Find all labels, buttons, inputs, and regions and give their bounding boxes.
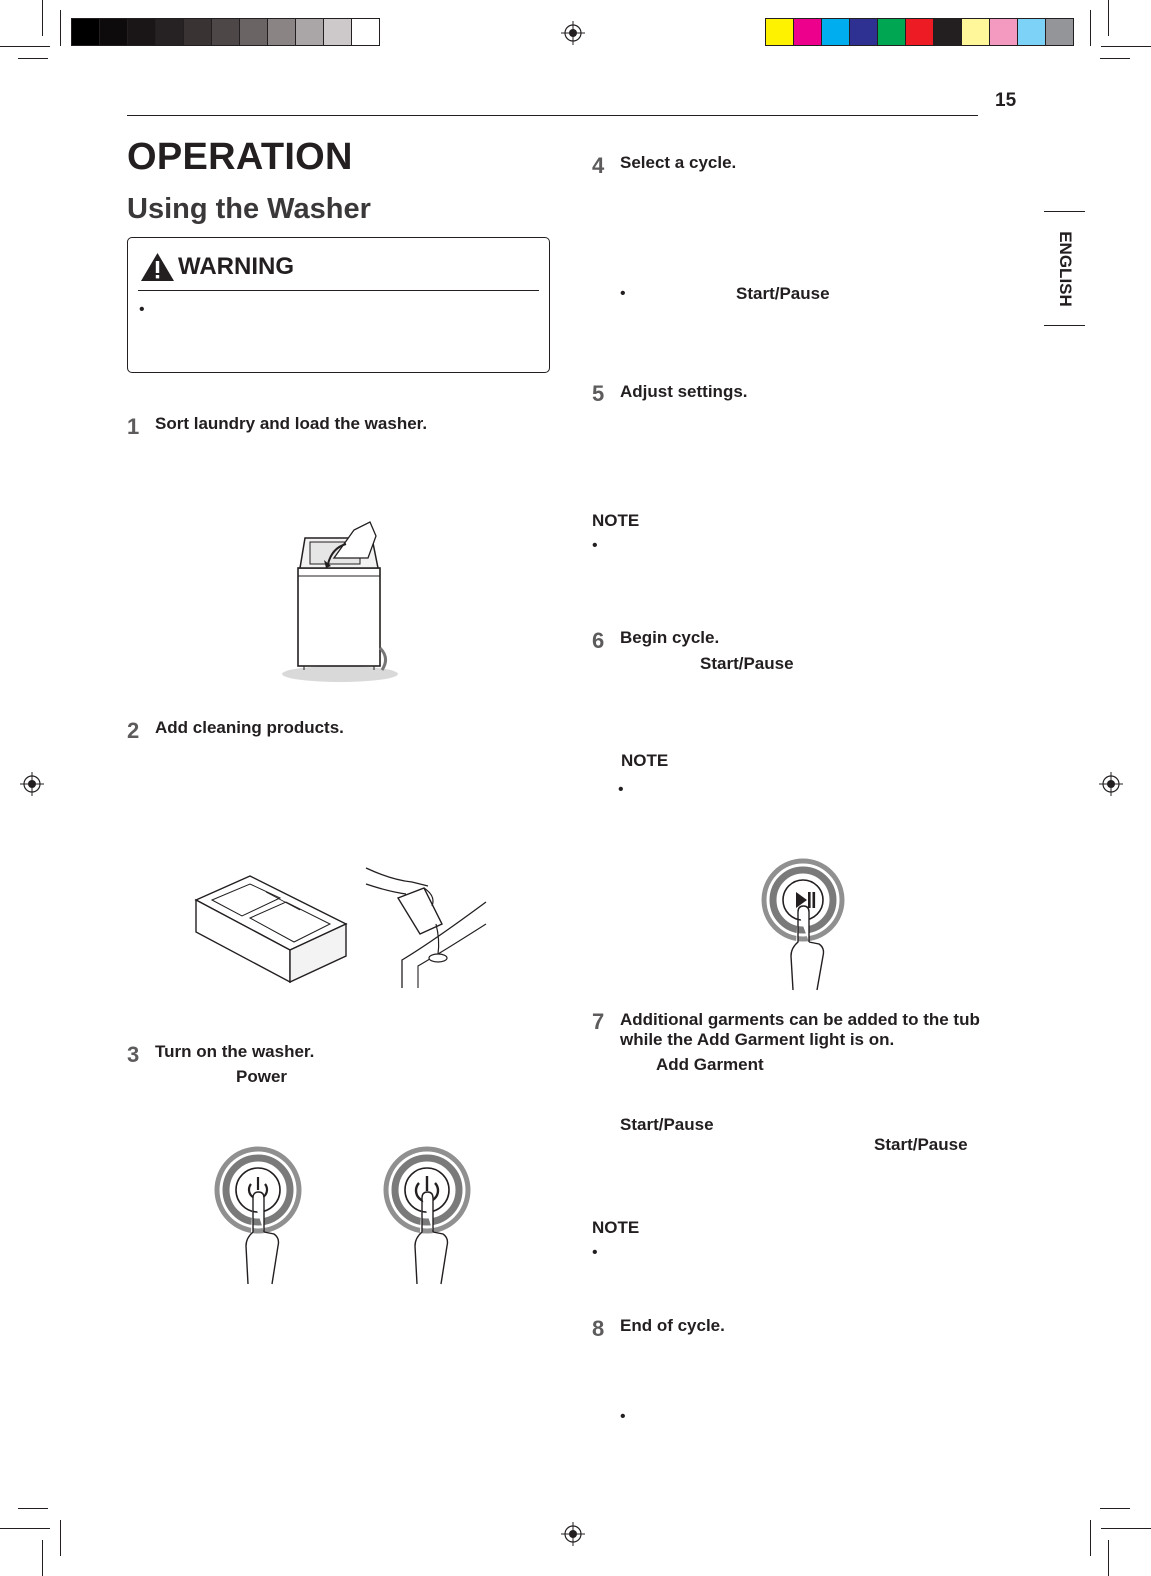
step-heading: Add cleaning products. (155, 718, 344, 737)
calibration-swatch (1045, 18, 1074, 46)
calibration-swatch (933, 18, 962, 46)
step-bullet: • (620, 1408, 626, 1425)
crop-mark (1108, 0, 1109, 36)
crop-mark (18, 58, 48, 59)
step-heading: Additional garments can be added to the tub (620, 1010, 980, 1029)
calibration-swatch (961, 18, 990, 46)
warning-bullet: • (139, 301, 145, 318)
crop-mark (0, 1528, 50, 1529)
crop-mark (60, 10, 61, 46)
note-bullet: • (592, 537, 598, 554)
page-number: 15 (995, 90, 1017, 111)
start-pause-button-icon (757, 858, 849, 998)
step-number: 8 (592, 1316, 605, 1341)
note-label: NOTE (592, 511, 640, 530)
calibration-swatch (155, 18, 184, 46)
crop-mark (0, 46, 50, 47)
step-number: 6 (592, 628, 605, 653)
language-tab (1044, 211, 1085, 326)
note-label: NOTE (621, 751, 669, 770)
crop-mark (1100, 1508, 1130, 1509)
start-pause-label: Start/Pause (736, 284, 830, 303)
step-heading: while the Add Garment light is on. (620, 1030, 895, 1049)
power-button-icon (381, 1146, 473, 1291)
power-button-icon (212, 1146, 304, 1291)
calibration-swatch (765, 18, 794, 46)
step-number: 3 (127, 1042, 140, 1067)
power-button-label: Power (236, 1067, 288, 1086)
top-load-washer-illustration (276, 518, 406, 688)
start-pause-label: Start/Pause (620, 1115, 714, 1134)
header-divider (127, 115, 978, 116)
step-number: 5 (592, 381, 605, 406)
step-number: 4 (592, 153, 605, 178)
crop-mark (1101, 46, 1151, 47)
calibration-swatch (127, 18, 156, 46)
start-pause-label: Start/Pause (700, 654, 794, 673)
crop-mark (1090, 10, 1091, 46)
step-heading: Begin cycle. (620, 628, 720, 647)
step-heading: Turn on the washer. (155, 1042, 315, 1061)
calibration-swatch (793, 18, 822, 46)
crop-mark (60, 1520, 61, 1556)
note-bullet: • (592, 1244, 598, 1261)
add-garment-label: Add Garment (656, 1055, 764, 1074)
step-number: 2 (127, 718, 140, 743)
crop-mark (18, 1508, 48, 1509)
step-number: 1 (127, 414, 140, 439)
language-tab-label: ENGLISH (1055, 230, 1075, 307)
step-heading: Sort laundry and load the washer. (155, 414, 428, 433)
crop-mark (42, 1540, 43, 1576)
crop-mark (42, 0, 43, 36)
calibration-swatch (821, 18, 850, 46)
calibration-swatch (989, 18, 1018, 46)
calibration-swatch (183, 18, 212, 46)
step-heading: Select a cycle. (620, 153, 737, 172)
crop-mark (1090, 1520, 1091, 1556)
note-label: NOTE (592, 1218, 640, 1237)
start-pause-label: Start/Pause (874, 1135, 968, 1154)
detergent-dispenser-drawer-illustration (190, 870, 350, 990)
calibration-swatch (99, 18, 128, 46)
warning-triangle-icon (140, 252, 175, 282)
pouring-detergent-illustration (362, 862, 488, 990)
calibration-swatch (877, 18, 906, 46)
registration-mark-icon (20, 772, 44, 796)
calibration-swatch (267, 18, 296, 46)
registration-mark-icon (1099, 772, 1123, 796)
registration-mark-icon (561, 21, 585, 45)
calibration-swatch (295, 18, 324, 46)
section-subtitle: Using the Washer (127, 193, 371, 225)
crop-mark (1108, 1540, 1109, 1576)
calibration-swatch (323, 18, 352, 46)
warning-divider (138, 290, 539, 291)
step-heading: Adjust settings. (620, 382, 748, 401)
calibration-swatch (71, 18, 100, 46)
registration-mark-icon (561, 1522, 585, 1546)
step-number: 7 (592, 1009, 605, 1034)
warning-label: WARNING (178, 253, 294, 280)
note-bullet: • (618, 781, 624, 798)
calibration-swatch (211, 18, 240, 46)
calibration-swatch (849, 18, 878, 46)
calibration-swatch (1017, 18, 1046, 46)
step-heading: End of cycle. (620, 1316, 725, 1335)
calibration-swatch (239, 18, 268, 46)
page-title: OPERATION (127, 136, 353, 178)
crop-mark (1100, 58, 1130, 59)
calibration-swatch (351, 18, 380, 46)
step-bullet: • (620, 285, 626, 302)
crop-mark (1101, 1528, 1151, 1529)
calibration-swatch (905, 18, 934, 46)
